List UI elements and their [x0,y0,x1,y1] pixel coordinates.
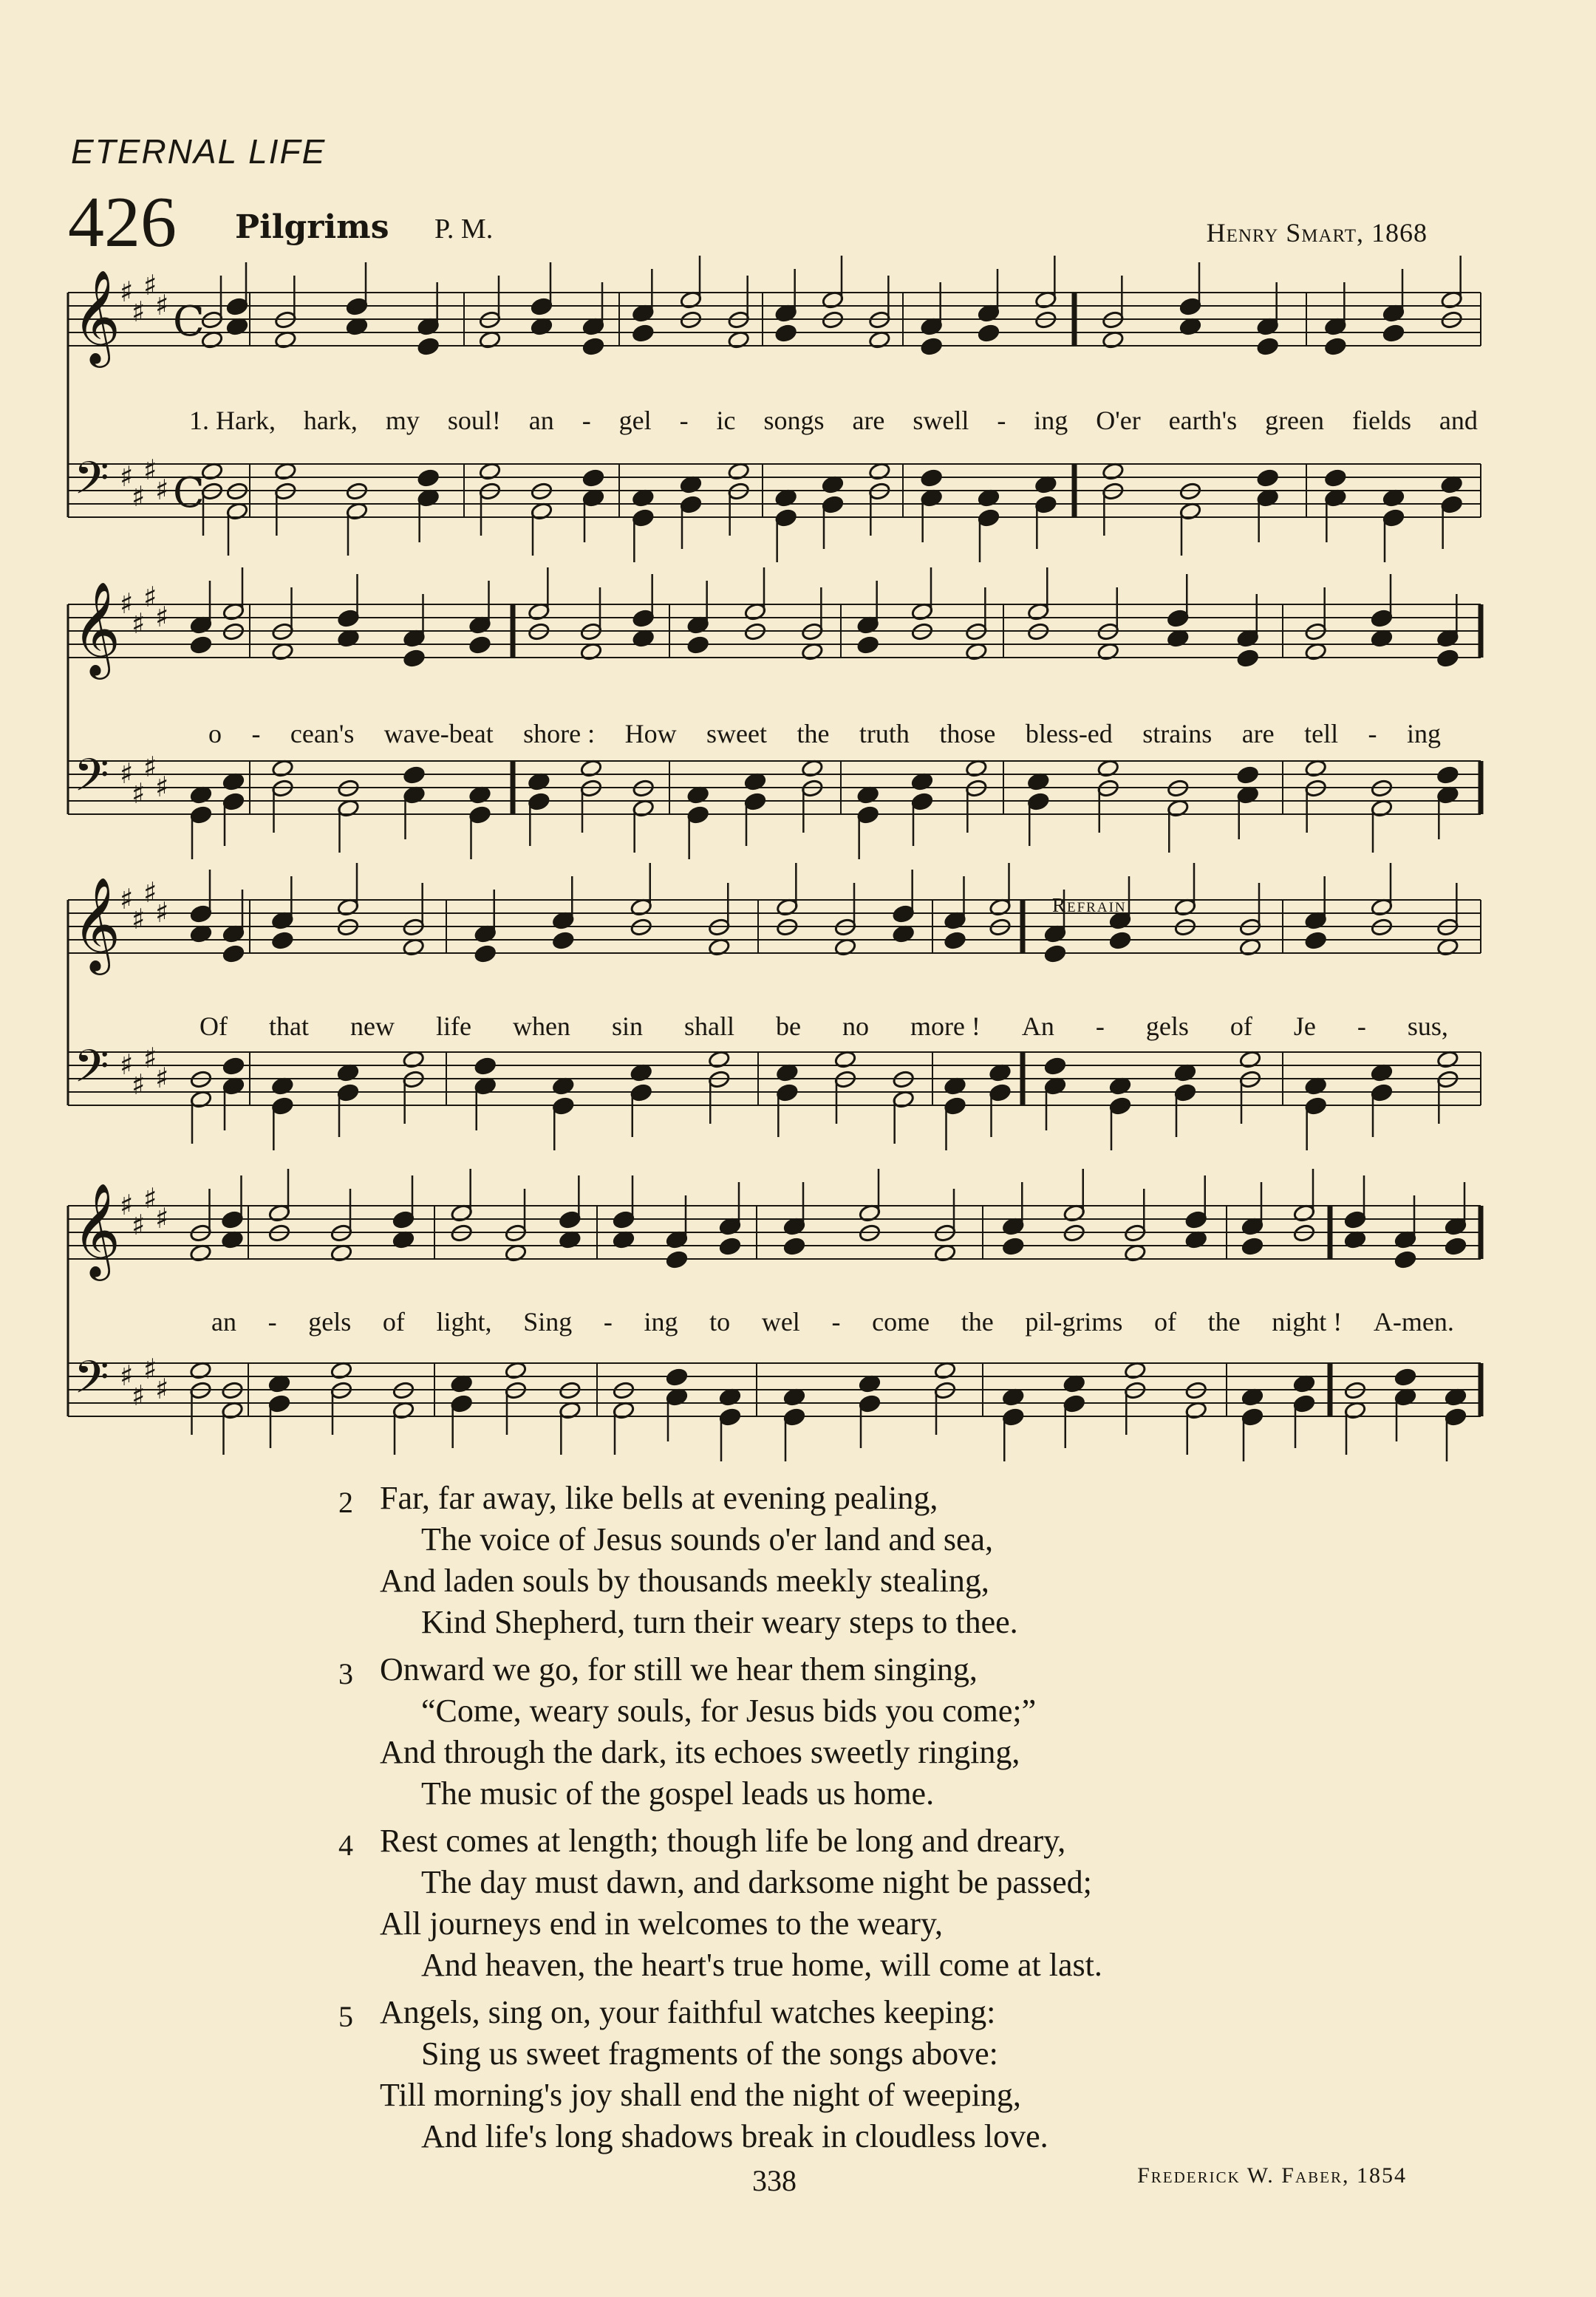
note-head [1236,765,1259,785]
bass-clef-icon: 𝄢 [74,452,109,516]
note-head [680,495,703,514]
note-head [268,1394,291,1413]
common-time-icon: C [173,298,205,346]
lyric-syllable: sweet [706,719,768,748]
note-head [978,324,1000,343]
lyric-syllable: earth's [1168,406,1238,435]
sharp-icon: ♯ [155,896,169,929]
lyric-syllable: Je [1293,1011,1316,1041]
note-head [1382,324,1405,343]
lyric-syllable: - [997,406,1006,435]
lyric-syllable: be [775,1011,801,1041]
note-head [686,805,709,825]
lyric-syllable: new [349,1011,395,1041]
lyric-syllable: hark, [303,406,358,435]
stanza-line: And through the dark, its echoes sweetly ringing, [380,1734,1020,1770]
bass-clef-icon: 𝄢 [74,1351,109,1415]
lyric-syllable: are [1241,719,1275,748]
note-head [1241,1407,1264,1427]
note-head [528,792,550,811]
note-head [222,1057,245,1076]
note-head [1002,1407,1025,1427]
stanza-number: 4 [338,1829,353,1862]
lyric-line [189,405,1478,436]
lyric-syllable: my [385,406,420,435]
lyric-syllable: truth [859,719,910,748]
bass-clef-icon: 𝄢 [74,1040,109,1104]
note-head [1394,1250,1417,1269]
stanza-line: Till morning's joy shall end the night of weeping, [380,2077,1021,2113]
sharp-icon: ♯ [143,454,157,486]
note-head [632,609,655,628]
lyric-syllable: life [435,1011,471,1041]
note-head [666,1368,689,1387]
lyric-syllable: ic [716,406,736,435]
lyric-syllable: more ! [910,1011,981,1041]
lyric-syllable: light, [436,1307,492,1337]
author-credit: Frederick W. Faber, 1854 [1137,2163,1407,2188]
lyric-syllable: when [512,1011,570,1041]
lyric-syllable: swell [913,406,969,435]
lyric-syllable: - [1368,719,1377,748]
lyric-syllable: - [251,719,261,748]
stanza-line: And life's long shadows break in cloudless love. [421,2118,1048,2154]
note-head [531,297,553,316]
lyric-syllable: tell [1304,719,1339,748]
stanza-line: And laden souls by thousands meekly stealing, [380,1563,989,1599]
note-head [774,324,797,343]
section-title: ETERNAL LIFE [71,132,327,171]
note-head [1002,1237,1025,1256]
note-head [944,931,966,950]
stanza-line: “Come, weary souls, for Jesus bids you come;” [421,1693,1037,1729]
sharp-icon: ♯ [132,480,146,513]
note-head [1034,495,1057,514]
lyric-syllable: songs [763,406,825,435]
note-head [1371,609,1394,628]
lyric-syllable: the [961,1307,994,1337]
note-head [222,944,245,963]
note-head [417,468,440,488]
note-head [776,1083,799,1102]
note-head [190,805,213,825]
note-head [1394,1368,1417,1387]
note-head [783,1237,806,1256]
note-head [1179,297,1202,316]
bass-clef-icon: 𝄢 [74,749,109,813]
sharp-icon: ♯ [120,460,134,493]
sharp-icon: ♯ [120,1189,134,1221]
sharp-icon: ♯ [132,1068,146,1101]
note-head [1027,792,1050,811]
note-head [221,1210,244,1229]
note-head [630,1083,652,1102]
sharp-icon: ♯ [120,587,134,620]
note-head [1044,1057,1067,1076]
note-head [989,1083,1012,1102]
note-head [1324,468,1347,488]
lyric-syllable: - [603,1307,613,1337]
note-head [1241,1237,1264,1256]
lyric-syllable: an [211,1307,236,1337]
lyric-syllable: cean's [290,719,355,748]
note-head [774,508,797,528]
lyric-syllable: wave-beat [383,719,494,748]
note-head [226,297,249,316]
lyric-syllable: the [1207,1307,1241,1337]
lyric-syllable: those [939,719,996,748]
stanza-line: All journeys end in welcomes to the weary, [380,1905,944,1942]
note-head [337,1083,360,1102]
lyric-syllable: that [269,1011,309,1041]
note-head [1109,931,1132,950]
lyric-syllable: gels [308,1307,352,1337]
note-head [559,1210,582,1229]
note-head [783,1407,806,1427]
note-head [337,609,360,628]
sharp-icon: ♯ [120,1048,134,1081]
meter: P. M. [434,214,494,245]
lyric-syllable: green [1265,406,1325,435]
note-head [190,904,213,924]
note-head [686,635,709,655]
sharp-icon: ♯ [155,1062,169,1094]
lyric-syllable: o [208,719,222,748]
note-head [1382,508,1405,528]
note-head [1440,495,1463,514]
lyric-syllable: An [1021,1011,1054,1041]
lyric-syllable: fields [1351,406,1411,435]
lyric-syllable: Of [200,1011,228,1041]
note-head [1371,1083,1394,1102]
note-head [474,1057,497,1076]
note-head [1044,944,1067,963]
sharp-icon: ♯ [132,296,146,328]
lyric-syllable: Sing [523,1307,573,1337]
page-number: 338 [752,2164,797,2197]
lyric-syllable: ing [1406,719,1441,748]
treble-clef-icon: 𝄞 [72,581,121,675]
stanza-line: Sing us sweet fragments of the songs above: [421,2035,998,2072]
sharp-icon: ♯ [155,289,169,321]
note-head [1293,1394,1316,1413]
treble-clef-icon: 𝄞 [72,876,121,971]
sharp-icon: ♯ [155,1373,169,1405]
sharp-icon: ♯ [143,581,157,613]
note-head [859,1394,881,1413]
note-head [978,508,1000,528]
stanza-number: 2 [338,1486,353,1519]
note-head [822,495,845,514]
note-head [666,1250,689,1269]
note-head [1445,1407,1467,1427]
note-head [271,1096,294,1116]
note-head [632,508,655,528]
note-head [271,931,294,950]
note-head [1256,337,1279,356]
treble-clef-icon: 𝄞 [72,269,121,364]
lyric-syllable: O'er [1096,406,1141,435]
stanza-line: The day must dawn, and darksome night be passed; [421,1864,1092,1900]
sharp-icon: ♯ [143,1182,157,1215]
note-head [1063,1394,1085,1413]
note-head [911,792,934,811]
lyric-syllable: and [1439,406,1478,435]
sharp-icon: ♯ [155,474,169,506]
sharp-icon: ♯ [120,1359,134,1392]
lyric-syllable: soul! [447,406,501,435]
common-time-icon: C [173,469,205,517]
note-head [468,635,491,655]
lyric-syllable: the [797,719,830,748]
lyric-syllable: ing [644,1307,678,1337]
note-head [944,1096,966,1116]
sharp-icon: ♯ [120,276,134,308]
lyric-syllable: an [528,406,554,435]
lyric-syllable: - [582,406,591,435]
lyric-syllable: sus, [1407,1011,1448,1041]
lyric-syllable: shall [683,1011,734,1041]
lyric-syllable: are [852,406,885,435]
lyric-syllable: no [842,1011,869,1041]
tune-name: Pilgrims [235,208,389,246]
stanza-line: Kind Shepherd, turn their weary steps to thee. [421,1604,1018,1640]
sharp-icon: ♯ [143,876,157,909]
lyric-syllable: strains [1142,719,1213,748]
lyric-syllable: come [872,1307,930,1337]
refrain-label: Refrain [1052,894,1127,916]
lyric-syllable: - [679,406,689,435]
lyric-syllable: of [1153,1307,1176,1337]
note-head [920,337,943,356]
note-head [1184,1210,1207,1229]
note-head [1256,468,1279,488]
note-head [582,468,605,488]
lyric-syllable: - [267,1307,277,1337]
sharp-icon: ♯ [155,601,169,633]
sharp-icon: ♯ [143,751,157,783]
sharp-icon: ♯ [143,1353,157,1385]
lyric-syllable: night ! [1272,1307,1343,1337]
note-head [920,468,943,488]
composer-credit: Henry Smart, 1868 [1206,218,1428,248]
lyric-line [211,1306,1454,1337]
note-head [1436,649,1459,668]
note-head [346,297,369,316]
sharp-icon: ♯ [132,903,146,935]
lyric-syllable: pil-grims [1025,1307,1123,1337]
note-head [552,931,575,950]
note-head [1344,1210,1367,1229]
lyric-syllable: 1. Hark, [189,406,276,435]
note-head [856,635,879,655]
note-head [222,792,245,811]
lyric-syllable: gel [618,406,652,435]
sharp-icon: ♯ [120,757,134,790]
note-head [1304,931,1327,950]
lyric-syllable: of [382,1307,405,1337]
lyric-syllable: bless-ed [1025,719,1113,748]
sharp-icon: ♯ [132,777,146,810]
lyric-syllable: - [1357,1011,1366,1041]
lyric-line [200,1011,1448,1042]
note-head [417,337,440,356]
lyric-syllable: - [1095,1011,1105,1041]
note-head [468,805,491,825]
note-head [1109,1096,1132,1116]
stanza-line: Rest comes at length; though life be long and dreary, [380,1823,1066,1859]
stanza-line: The voice of Jesus sounds o'er land and sea, [421,1521,994,1557]
stanza-line: The music of the gospel leads us home. [421,1775,935,1812]
note-head [552,1096,575,1116]
lyric-line [208,718,1441,749]
note-head [1174,1083,1197,1102]
note-head [744,792,767,811]
sharp-icon: ♯ [143,269,157,301]
note-head [1236,649,1259,668]
lyric-syllable: of [1230,1011,1252,1041]
note-head [392,1210,415,1229]
lyric-syllable: shore : [523,719,596,748]
note-head [719,1407,742,1427]
note-head [450,1394,473,1413]
stanza-line: Far, far away, like bells at evening pealing, [380,1480,938,1516]
note-head [403,649,426,668]
lyric-syllable: - [831,1307,841,1337]
lyric-syllable: gels [1145,1011,1189,1041]
note-head [1167,609,1190,628]
stanza-number: 3 [338,1657,353,1690]
note-head [1436,765,1459,785]
hymn-number: 426 [68,182,177,262]
note-head [1324,337,1347,356]
lyric-syllable: sin [611,1011,643,1041]
lyric-syllable: wel [761,1307,800,1337]
note-head [474,944,497,963]
note-head [892,904,915,924]
note-head [719,1237,742,1256]
stanza-line: Onward we go, for still we hear them singing, [380,1651,978,1687]
lyric-syllable: A-men. [1373,1307,1454,1337]
stanza-number: 5 [338,2000,353,2033]
stanza-line: And heaven, the heart's true home, will come at last. [421,1947,1102,1983]
lyric-syllable: How [624,719,677,748]
sharp-icon: ♯ [120,883,134,915]
note-head [613,1210,635,1229]
sharp-icon: ♯ [143,1042,157,1074]
lyric-syllable: ing [1034,406,1068,435]
sharp-icon: ♯ [132,1379,146,1412]
note-head [1445,1237,1467,1256]
note-head [190,635,213,655]
note-head [856,805,879,825]
stanza-line: Angels, sing on, your faithful watches keeping: [380,1994,996,2030]
sharp-icon: ♯ [132,1209,146,1241]
sharp-icon: ♯ [132,607,146,640]
note-head [632,324,655,343]
sharp-icon: ♯ [155,1202,169,1235]
lyric-syllable: to [709,1307,731,1337]
note-head [1304,1096,1327,1116]
note-head [403,765,426,785]
treble-clef-icon: 𝄞 [72,1182,121,1277]
sharp-icon: ♯ [155,771,169,803]
note-head [582,337,605,356]
